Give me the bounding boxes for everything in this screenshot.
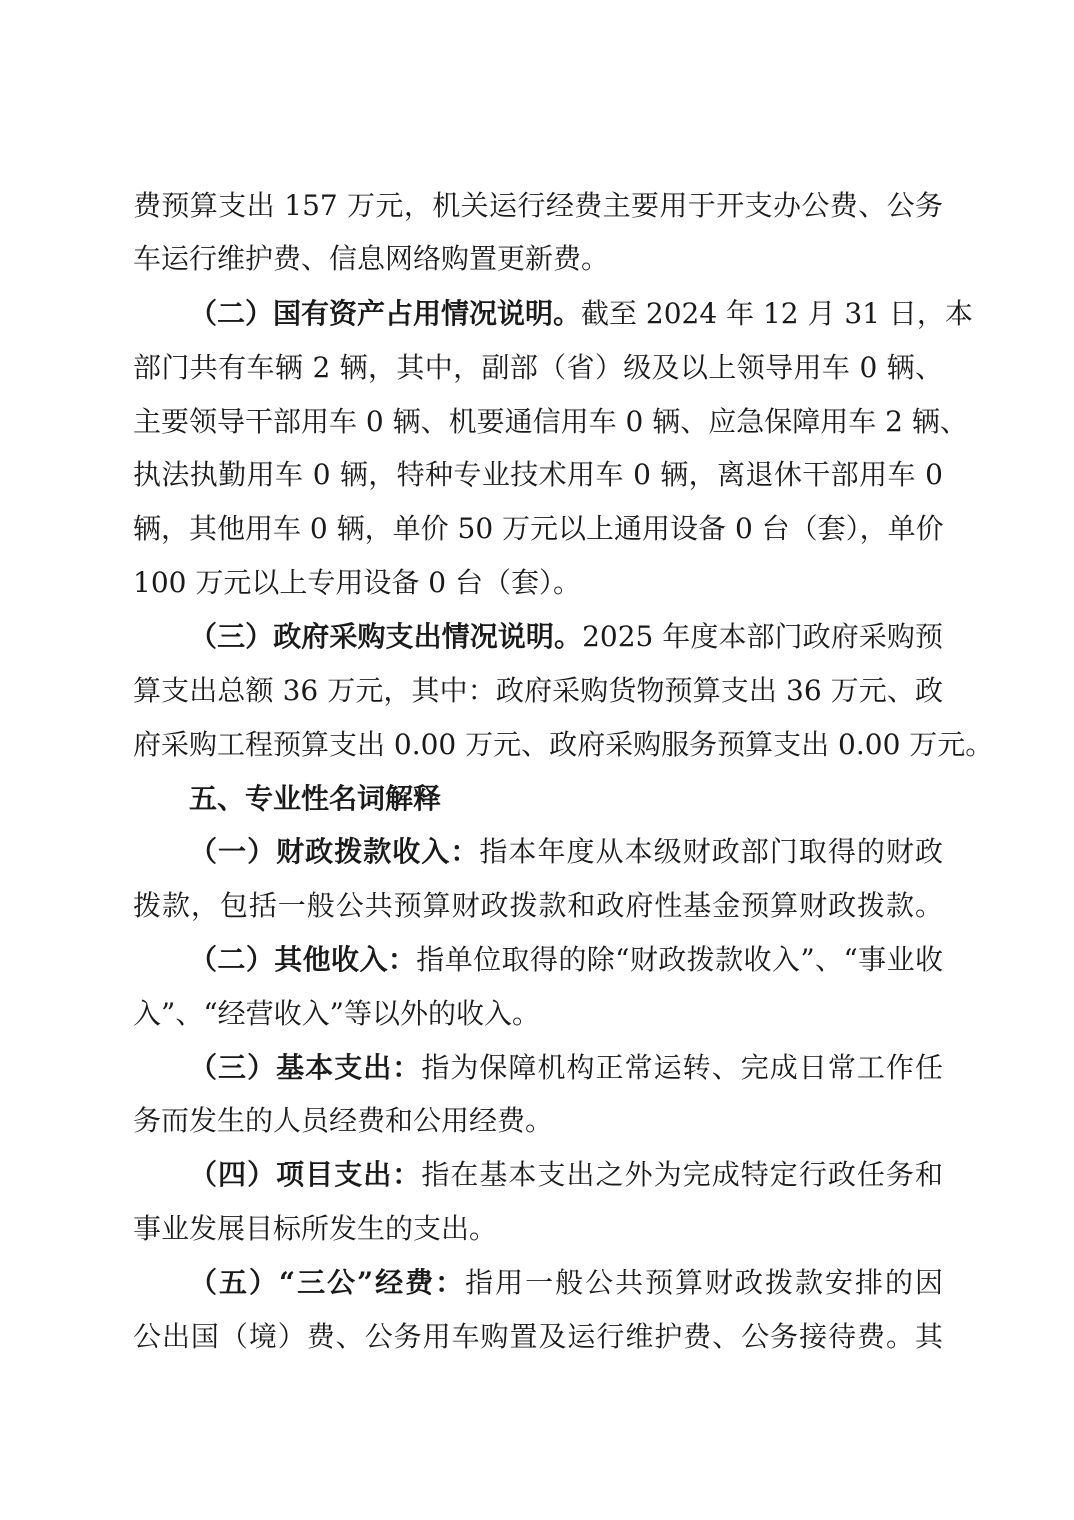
- paragraph-line: [133, 886, 943, 926]
- paragraph-line: [189, 1048, 943, 1088]
- paragraph-line: [189, 940, 943, 980]
- line-text: 事业发展目标所发生的支出。: [133, 1212, 498, 1245]
- line-text: 100 万元以上专用设备 0 台（套）。: [133, 566, 581, 599]
- line-text: 辆，其他用车 0 辆，单价 50 万元以上通用设备 0 台（套），单价: [133, 512, 944, 545]
- paragraph-line: [133, 455, 943, 495]
- line-text: 指单位取得的除“财政拨款收入”、“事业收: [416, 943, 943, 976]
- paragraph-line: [133, 725, 994, 765]
- paragraph-line: [133, 509, 943, 549]
- paragraph-line: [189, 294, 973, 334]
- subsection-label: （三）政府采购支出情况说明。: [189, 620, 583, 653]
- line-text: 执法执勤用车 0 辆，特种专业技术用车 0 辆，离退休干部用车 0: [133, 458, 943, 491]
- line-text: 入”、“经营收入”等以外的收入。: [133, 997, 540, 1030]
- line-text: 指用一般公共预算财政拨款安排的因: [465, 1266, 943, 1299]
- paragraph-line: [189, 1263, 943, 1303]
- paragraph-line: [133, 563, 581, 603]
- line-text: 指在基本支出之外为完成特定行政任务和: [421, 1158, 943, 1191]
- line-text: 截至 2024 年 12 月 31 日，本: [581, 297, 973, 330]
- subsection-label: （四）项目支出：: [189, 1158, 422, 1191]
- subsection-label: （二）其他收入：: [189, 943, 417, 976]
- paragraph-line: [189, 617, 943, 657]
- line-text: 2025 年度本部门政府采购预: [582, 620, 943, 653]
- paragraph-line: [133, 1209, 497, 1249]
- paragraph-line: [133, 1317, 943, 1357]
- subsection-label: （五）“三公”经费：: [189, 1266, 466, 1299]
- paragraph-line: [133, 239, 609, 279]
- line-text: 指为保障机构正常运转、完成日常工作任: [421, 1051, 943, 1084]
- subsection-label: （一）财政拨款收入：: [189, 835, 480, 868]
- paragraph-line: [133, 671, 943, 711]
- line-text: 算支出总额 36 万元，其中：政府采购货物预算支出 36 万元、政: [133, 674, 943, 707]
- line-text: 拨款，包括一般公共预算财政拨款和政府性基金预算财政拨款。: [133, 889, 943, 922]
- line-text: 部门共有车辆 2 辆，其中，副部（省）级及以上领导用车 0 辆、: [133, 351, 943, 384]
- paragraph-line: [133, 186, 943, 226]
- paragraph-line: [133, 1101, 553, 1141]
- subsection-label: （二）国有资产占用情况说明。: [189, 297, 582, 330]
- paragraph-line: [133, 348, 943, 388]
- paragraph-line: [189, 1155, 943, 1195]
- line-text: 指本年度从本级财政部门取得的财政: [479, 835, 943, 868]
- section-heading: 五、专业性名词解释: [189, 782, 442, 815]
- paragraph-line: [189, 832, 943, 872]
- paragraph-line: [133, 402, 968, 442]
- paragraph-line: [133, 994, 540, 1034]
- line-text: 车运行维护费、信息网络购置更新费。: [133, 242, 610, 275]
- line-text: 府采购工程预算支出 0.00 万元、政府采购服务预算支出 0.00 万元。: [133, 728, 994, 761]
- line-text: 务而发生的人员经费和公用经费。: [133, 1104, 554, 1137]
- line-text: 费预算支出 157 万元，机关运行经费主要用于开支办公费、公务: [133, 189, 943, 222]
- subsection-label: （三）基本支出：: [189, 1051, 422, 1084]
- line-text: 主要领导干部用车 0 辆、机要通信用车 0 辆、应急保障用车 2 辆、: [133, 405, 968, 438]
- line-text: 公出国（境）费、公务用车购置及运行维护费、公务接待费。其: [133, 1320, 943, 1353]
